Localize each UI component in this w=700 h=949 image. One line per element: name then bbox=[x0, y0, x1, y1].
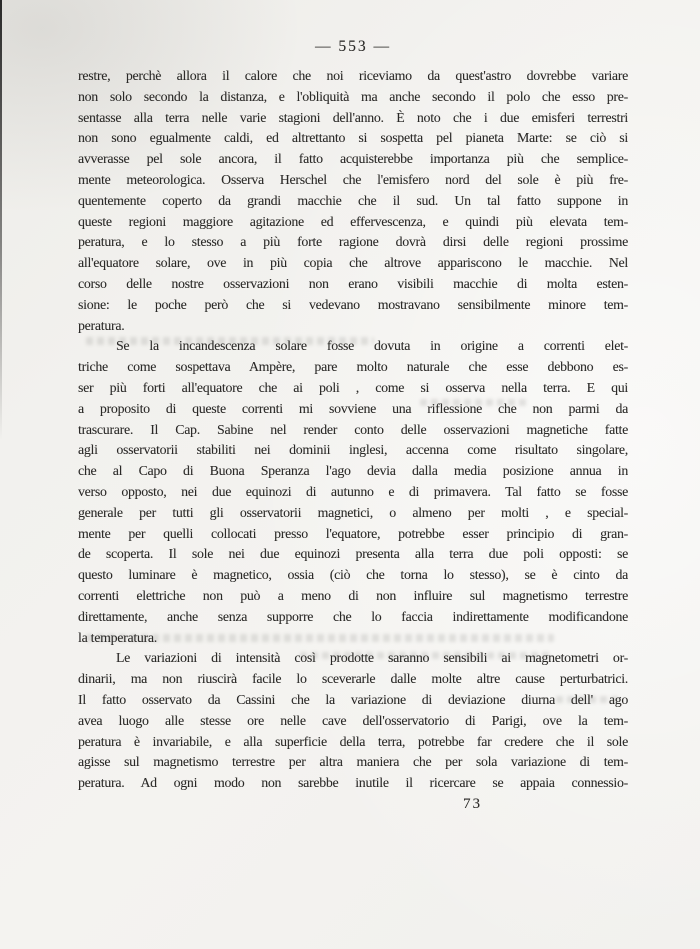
showthrough-artifact bbox=[86, 337, 374, 345]
text-line: sione: le poche però che si vedevano mostravano sensibilmente minore tem- bbox=[78, 296, 628, 312]
text-line: peratura. Ad ogni modo non sarebbe inutile il ricercare se appaia connessio- bbox=[78, 775, 628, 791]
scan-edge-artifact bbox=[0, 0, 2, 440]
text-line: sentasse alla terra nelle varie stagioni dell'anno. È noto che i due emisferi terrestri bbox=[78, 109, 628, 125]
text-line: direttamente, anche senza supporre che lo faccia indirettamente modificandone bbox=[78, 608, 628, 624]
text-line: queste regioni maggiore agitazione ed effervescenza, e quindi più elevata tem- bbox=[78, 213, 628, 229]
signature-mark: 73 bbox=[463, 796, 482, 812]
text-line: la temperatura. bbox=[78, 629, 157, 645]
showthrough-artifact bbox=[556, 696, 622, 703]
text-line: all'equatore solare, ove in più copia che altrove appariscono le macchie. Nel bbox=[78, 255, 628, 271]
text-line: non sono egualmente caldi, ed altrettanto si sospetta pel pianeta Marte: se ciò si bbox=[78, 130, 628, 146]
showthrough-artifact bbox=[86, 634, 554, 642]
text-line: avea luogo alle stesse ore nelle cave dell'osservatorio di Parigi, ove la tem- bbox=[78, 712, 628, 728]
text-line: correnti elettriche non può a meno di non influire sul magnetismo terrestre bbox=[78, 587, 628, 603]
showthrough-artifact bbox=[300, 652, 552, 659]
text-line: de scoperta. Il sole nei due equinozi presenta alla terra due poli opposti: se bbox=[78, 546, 628, 562]
text-line: generale per tutti gli osservatorii magnetici, o almeno per molti , e special- bbox=[78, 504, 628, 520]
text-line: avverasse pel sole ancora, il fatto acquisterebbe importanza più che semplice- bbox=[78, 151, 628, 167]
text-line: triche come sospettava Ampère, pare molto naturale che esse debbono es- bbox=[78, 359, 628, 375]
text-line: verso opposto, nei due equinozi di autunno e di primavera. Tal fatto se fosse bbox=[78, 483, 628, 499]
text-line: peratura, e lo stesso a più forte ragione dovrà dirsi delle regioni prossime bbox=[78, 234, 628, 250]
text-line: a proposito di queste correnti mi sovviene una riflessione che non parmi da bbox=[78, 400, 628, 416]
text-line: mente per quelli collocati presso l'equatore, potrebbe esser principio di gran- bbox=[78, 525, 628, 541]
text-line: Se la incandescenza solare fosse dovuta in origine a correnti elet- bbox=[116, 338, 628, 354]
text-line: corso delle nostre osservazioni non erano visibili macchie di molta esten- bbox=[78, 275, 628, 291]
text-line: restre, perchè allora il calore che noi riceviamo da quest'astro dovrebbe variare bbox=[78, 68, 628, 83]
text-line: ser più forti all'equatore che ai poli , come si osserva nella terra. E qui bbox=[78, 379, 628, 395]
text-line: agli osservatorii stabiliti nei dominii inglesi, accenna come risultato singolare, bbox=[78, 442, 628, 458]
showthrough-artifact bbox=[420, 399, 528, 406]
text-line: che al Capo di Buona Speranza l'ago devia dalla media posizione annua in bbox=[78, 463, 628, 479]
text-line: Il fatto osservato da Cassini che la variazione di deviazione diurna dell' ago bbox=[78, 691, 628, 707]
text-line: Le variazioni di intensità così prodotte saranno sensibili ai magnetometri or- bbox=[116, 650, 628, 666]
text-line: quentemente coperto da grandi macchie che il sud. Un tal fatto suppone in bbox=[78, 192, 628, 208]
text-line: trascurare. Il Cap. Sabine nel render conto delle osservazioni magnetiche fatte bbox=[78, 421, 628, 437]
body-text bbox=[78, 66, 628, 794]
text-line: agisse sul magnetismo terrestre per altra maniera che per sola variazione di tem- bbox=[78, 754, 628, 770]
text-line: mente meteorologica. Osserva Herschel che l'emisfero nord del sole è più fre- bbox=[78, 171, 628, 187]
text-line: non solo secondo la distanza, e l'obliquità ma anche secondo il polo che esso pre- bbox=[78, 88, 628, 104]
page-number: — 553 — bbox=[315, 38, 391, 55]
text-line: peratura. bbox=[78, 317, 125, 333]
text-line: dinarii, ma non riuscirà facile lo sceverarle dalle molte altre cause perturbatrici. bbox=[78, 671, 628, 687]
text-line: peratura è invariabile, e alla superficie della terra, potrebbe far credere che il sole bbox=[78, 733, 628, 749]
text-line: questo luminare è magnetico, ossia (ciò che torna lo stesso), se è cinto da bbox=[78, 567, 628, 583]
